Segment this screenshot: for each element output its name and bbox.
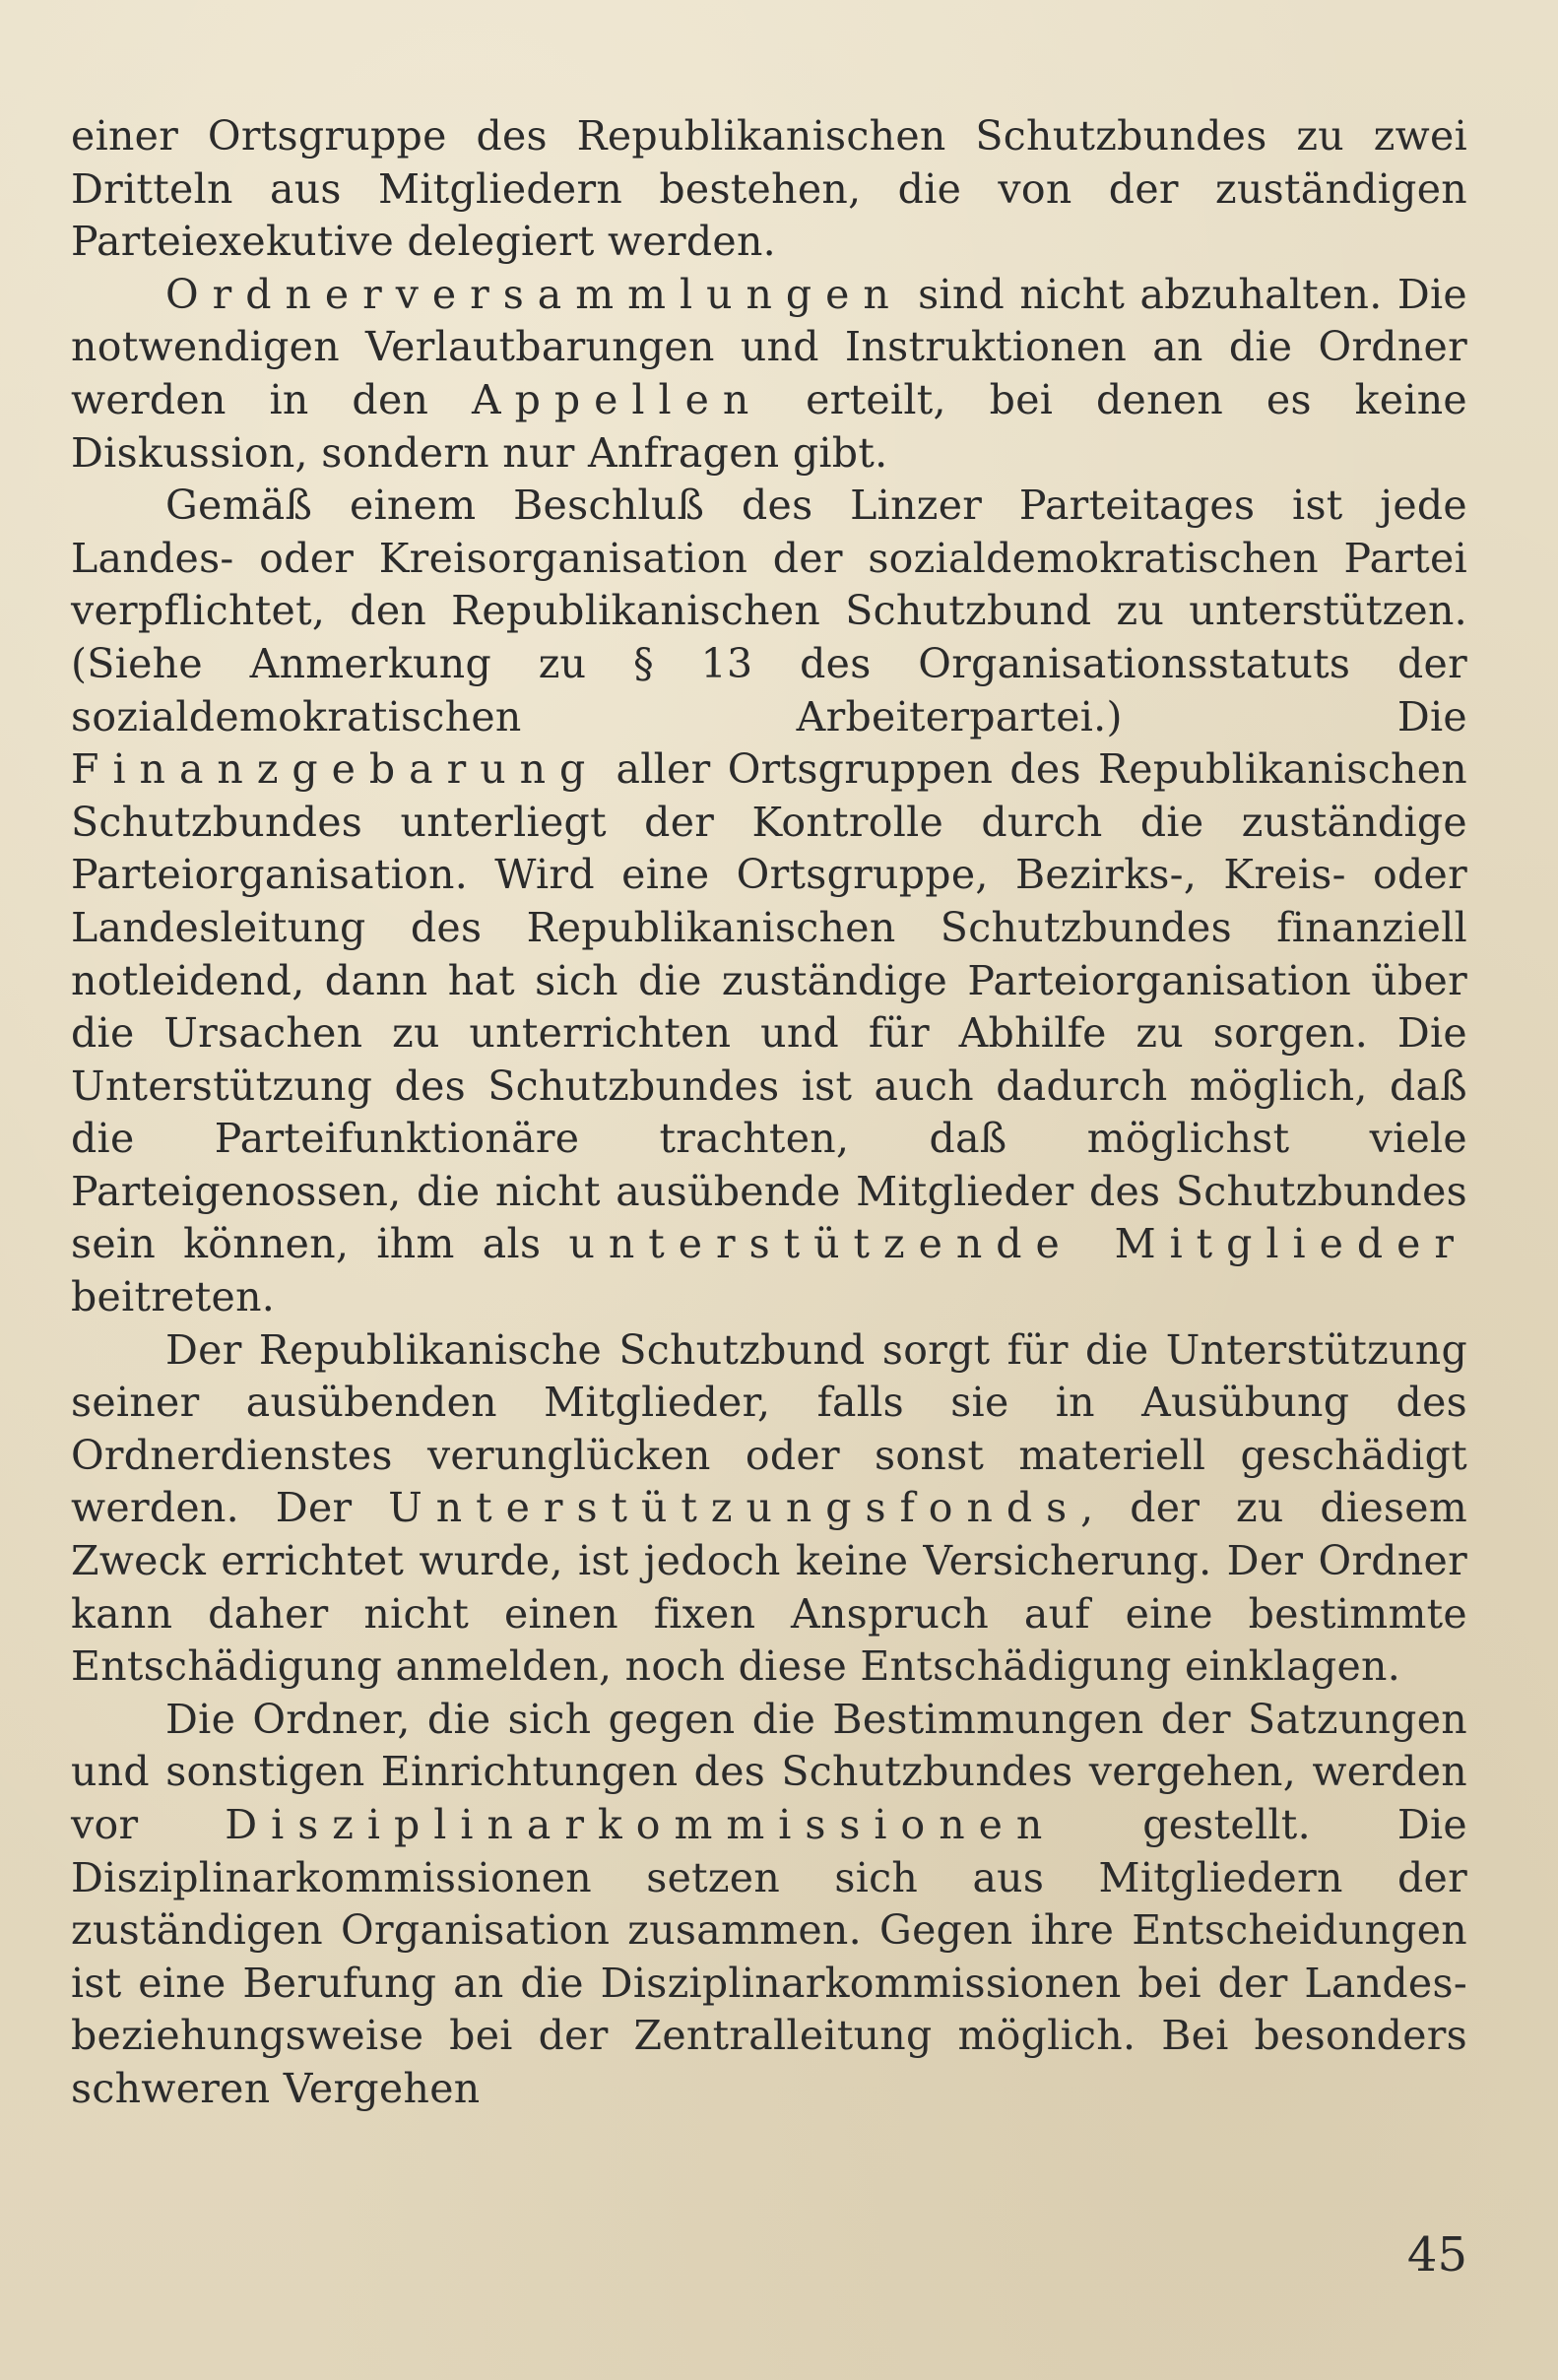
text-segment: einer Ortsgruppe des Republikanischen Schutzbundes zu zwei Dritteln aus Mitgliedern bestehen, die von der zuständigen Parteiexekutive delegiert werden. [71, 112, 1467, 266]
spaced-emphasis: Unterstützungsfonds [388, 1484, 1081, 1532]
spaced-emphasis: Ordnerversammlungen [165, 270, 903, 318]
text-segment: beitreten. [71, 1273, 276, 1321]
spaced-emphasis: Disziplinarkommissionen [225, 1801, 1057, 1848]
text-segment: Die Ordner, die sich gegen die Bestimmungen der Satzungen und sonstigen Einrichtungen des Schutzbundes vergehen, werden vor [71, 1695, 1467, 1848]
text-segment: sind nicht abzuhalten. Die notwendigen Verlautbarungen und Instruktionen an die Ordner werden in den [71, 270, 1467, 423]
text-segment: aller Ortsgruppen des Republikanischen Schutzbundes unterliegt der Kontrolle durch die zuständige Parteiorganisation. Wird eine Ortsgruppe, Bezirks-, Kreis- oder Landesleitung des Republikanischen Schutzbundes finanziell notleidend, dann hat sich die zuständige Parteiorganisation über die Ursachen zu unterrichten und für Abhilfe zu sorgen. Die Unterstützung des Schutzbundes ist auch dadurch möglich, daß die Parteifunktionäre trachten, daß möglichst viele Parteigenossen, die nicht ausübende Mitglieder des Schutzbundes sein können, ihm als [71, 745, 1467, 1268]
paragraph-5 [71, 1694, 1467, 2116]
paragraph-1 [71, 110, 1467, 269]
spaced-emphasis: Appellen [472, 375, 763, 423]
paragraph-2 [71, 269, 1467, 480]
text-segment: erteilt, bei denen es keine Diskussion, sondern nur Anfragen gibt. [71, 375, 1467, 477]
paragraph-3 [71, 480, 1467, 1324]
text-segment: Der Republikanische Schutzbund sorgt für die Unterstützung seiner ausübenden Mitglieder, falls sie in Ausübung des Ordnerdienstes verunglücken oder sonst materiell geschädigt werden. Der [71, 1325, 1467, 1532]
text-segment: Gemäß einem Beschluß des Linzer Parteitages ist jede Landes- oder Kreisorganisation der sozialdemokratischen Partei verpflichtet, den Republikanischen Schutzbund zu unterstützen. (Siehe Anmerkung zu § 13 des Organisationsstatuts der sozialdemokratischen Arbeiterpartei.) Die [71, 482, 1467, 740]
spaced-emphasis: unterstützende Mitglieder [568, 1220, 1467, 1268]
page-number: 45 [1406, 2227, 1467, 2283]
text-segment: gestellt. Die Disziplinarkommissionen setzen sich aus Mitgliedern der zuständigen Organisation zusammen. Gegen ihre Entscheidungen ist eine Berufung an die Disziplinarkommissionen bei der Landes- beziehungsweise bei der Zentralleitung möglich. Bei besonders schweren Vergehen [71, 1801, 1467, 2112]
paragraph-4 [71, 1324, 1467, 1694]
text-segment: , der zu diesem Zweck errichtet wurde, ist jedoch keine Versicherung. Der Ordner kann daher nicht einen fixen Anspruch auf eine bestimmte Entschädigung anmelden, noch diese Entschädigung einklagen. [71, 1484, 1467, 1691]
body-text [71, 110, 1467, 2116]
spaced-emphasis: Finanzgebarung [71, 745, 600, 794]
